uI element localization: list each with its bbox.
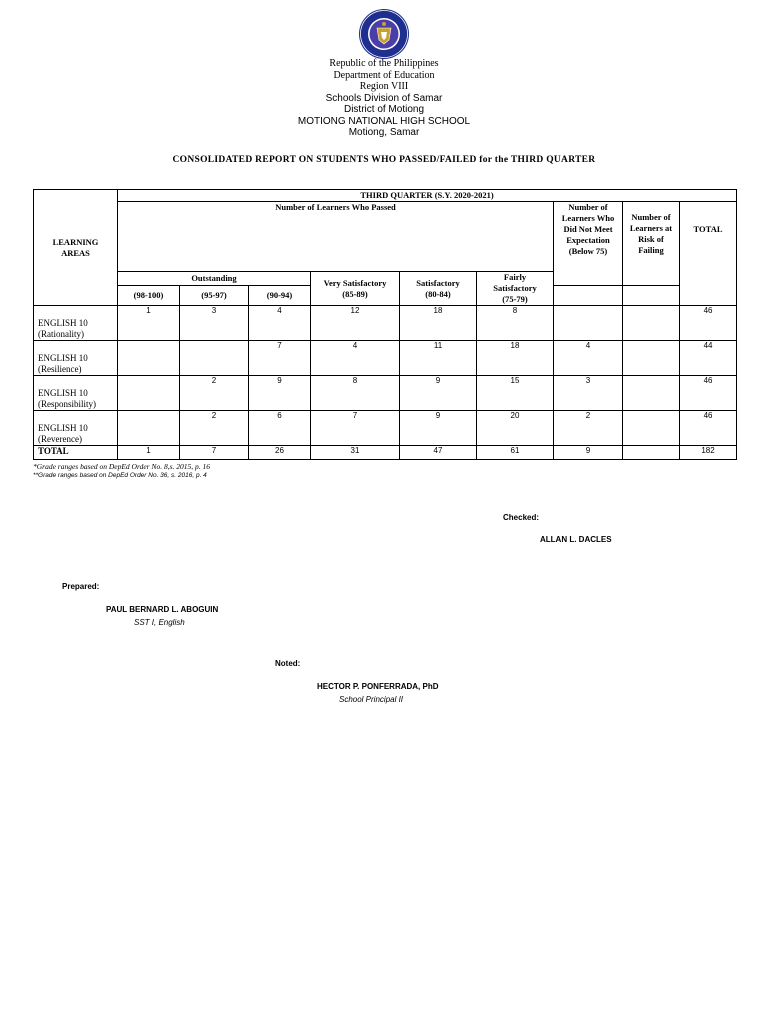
count-cell: 8 bbox=[477, 306, 554, 341]
outstanding-header: Outstanding bbox=[118, 272, 311, 286]
header-region: Region VIII bbox=[359, 81, 409, 92]
count-cell bbox=[118, 411, 180, 446]
count-cell: 9 bbox=[400, 411, 477, 446]
row-total-cell: 46 bbox=[680, 376, 737, 411]
header-division: Schools Division of Samar bbox=[325, 92, 443, 104]
count-cell bbox=[180, 341, 249, 376]
count-cell: 15 bbox=[477, 376, 554, 411]
count-cell: 6 bbox=[249, 411, 311, 446]
checked-name: ALLAN L. DACLES bbox=[540, 535, 612, 542]
count-cell: 7 bbox=[311, 411, 400, 446]
learning-area-cell: ENGLISH 10 (Responsibility) bbox=[34, 376, 118, 411]
at-risk-blank bbox=[623, 286, 680, 306]
count-cell: 2 bbox=[180, 376, 249, 411]
count-cell: 4 bbox=[249, 306, 311, 341]
noted-name: HECTOR P. PONFERRADA, PhD bbox=[317, 682, 439, 691]
prepared-name: PAUL BERNARD L. ABOGUIN bbox=[106, 605, 219, 614]
range-90-94: (90-94) bbox=[249, 286, 311, 306]
footnote-1: *Grade ranges based on DepEd Order No. 8,s. 2015, p. 16 bbox=[33, 462, 211, 471]
count-cell: 2 bbox=[180, 411, 249, 446]
count-cell: 11 bbox=[400, 341, 477, 376]
count-cell: 4 bbox=[311, 341, 400, 376]
count-cell bbox=[623, 411, 680, 446]
report-table bbox=[33, 189, 737, 460]
very-satisfactory-header: Very Satisfactory (85-89) bbox=[311, 272, 400, 306]
fairly-satisfactory-header: Fairly Satisfactory (75-79) bbox=[477, 272, 554, 306]
at-risk-header: Number of Learners at Risk of Failing bbox=[623, 202, 680, 286]
row-total-cell: 46 bbox=[680, 411, 737, 446]
learning-area-cell: ENGLISH 10 (Reverence) bbox=[34, 411, 118, 446]
count-cell: 8 bbox=[311, 376, 400, 411]
count-cell: 4 bbox=[554, 341, 623, 376]
count-cell: 18 bbox=[477, 341, 554, 376]
count-cell: 3 bbox=[180, 306, 249, 341]
count-cell bbox=[554, 306, 623, 341]
range-98-100: (98-100) bbox=[118, 286, 180, 306]
count-cell bbox=[118, 341, 180, 376]
total-cell: 9 bbox=[554, 446, 623, 460]
header-country: Republic of the Philippines bbox=[329, 58, 439, 69]
header-department: Department of Education bbox=[333, 69, 435, 81]
total-cell: 1 bbox=[118, 446, 180, 460]
letterhead bbox=[0, 58, 768, 139]
total-cell: 61 bbox=[477, 446, 554, 460]
table-row bbox=[34, 376, 737, 411]
total-row bbox=[34, 446, 737, 460]
learning-areas-header: LEARNING AREAS bbox=[34, 190, 118, 306]
header-district: District of Motiong bbox=[343, 104, 425, 115]
report-title: CONSOLIDATED REPORT ON STUDENTS WHO PASSED/FAILED for the THIRD QUARTER bbox=[172, 155, 596, 165]
noted-label: Noted: bbox=[275, 659, 301, 668]
count-cell: 12 bbox=[311, 306, 400, 341]
satisfactory-header: Satisfactory (80-84) bbox=[400, 272, 477, 306]
footnote-2: **Grade ranges based on DepEd Order No. 36, s. 2016, p. 4 bbox=[33, 472, 207, 479]
count-cell: 3 bbox=[554, 376, 623, 411]
checked-label: Checked: bbox=[503, 513, 540, 522]
count-cell bbox=[623, 306, 680, 341]
learning-area-cell: ENGLISH 10 (Resilience) bbox=[34, 341, 118, 376]
total-header: TOTAL bbox=[680, 202, 737, 306]
count-cell: 7 bbox=[249, 341, 311, 376]
count-cell: 18 bbox=[400, 306, 477, 341]
did-not-meet-blank bbox=[554, 286, 623, 306]
count-cell: 20 bbox=[477, 411, 554, 446]
count-cell: 9 bbox=[400, 376, 477, 411]
header-address: Motiong, Samar bbox=[348, 127, 420, 138]
row-total-cell: 44 bbox=[680, 341, 737, 376]
total-row-label: TOTAL bbox=[34, 446, 118, 460]
table-row bbox=[34, 306, 737, 341]
total-cell: 7 bbox=[180, 446, 249, 460]
count-cell: 9 bbox=[249, 376, 311, 411]
count-cell: 1 bbox=[118, 306, 180, 341]
checked-name-clip bbox=[540, 535, 612, 542]
passed-header: Number of Learners Who Passed bbox=[118, 202, 554, 272]
total-cell: 31 bbox=[311, 446, 400, 460]
prepared-title: SST I, English bbox=[134, 618, 185, 627]
count-cell bbox=[623, 341, 680, 376]
learning-area-cell: ENGLISH 10 (Rationality) bbox=[34, 306, 118, 341]
deped-seal-icon bbox=[358, 8, 410, 60]
range-95-97: (95-97) bbox=[180, 286, 249, 306]
total-cell: 26 bbox=[249, 446, 311, 460]
count-cell bbox=[623, 376, 680, 411]
noted-title: School Principal II bbox=[339, 695, 404, 704]
row-total-cell: 46 bbox=[680, 306, 737, 341]
prepared-label: Prepared: bbox=[62, 582, 100, 591]
table-row bbox=[34, 341, 737, 376]
grand-total-cell: 182 bbox=[680, 446, 737, 460]
table-row bbox=[34, 411, 737, 446]
count-cell bbox=[118, 376, 180, 411]
quarter-header: THIRD QUARTER (S.Y. 2020-2021) bbox=[118, 190, 737, 202]
total-cell bbox=[623, 446, 680, 460]
count-cell: 2 bbox=[554, 411, 623, 446]
header-school: MOTIONG NATIONAL HIGH SCHOOL bbox=[297, 115, 471, 127]
did-not-meet-header: Number of Learners Who Did Not Meet Expectation (Below 75) bbox=[554, 202, 623, 286]
total-cell: 47 bbox=[400, 446, 477, 460]
